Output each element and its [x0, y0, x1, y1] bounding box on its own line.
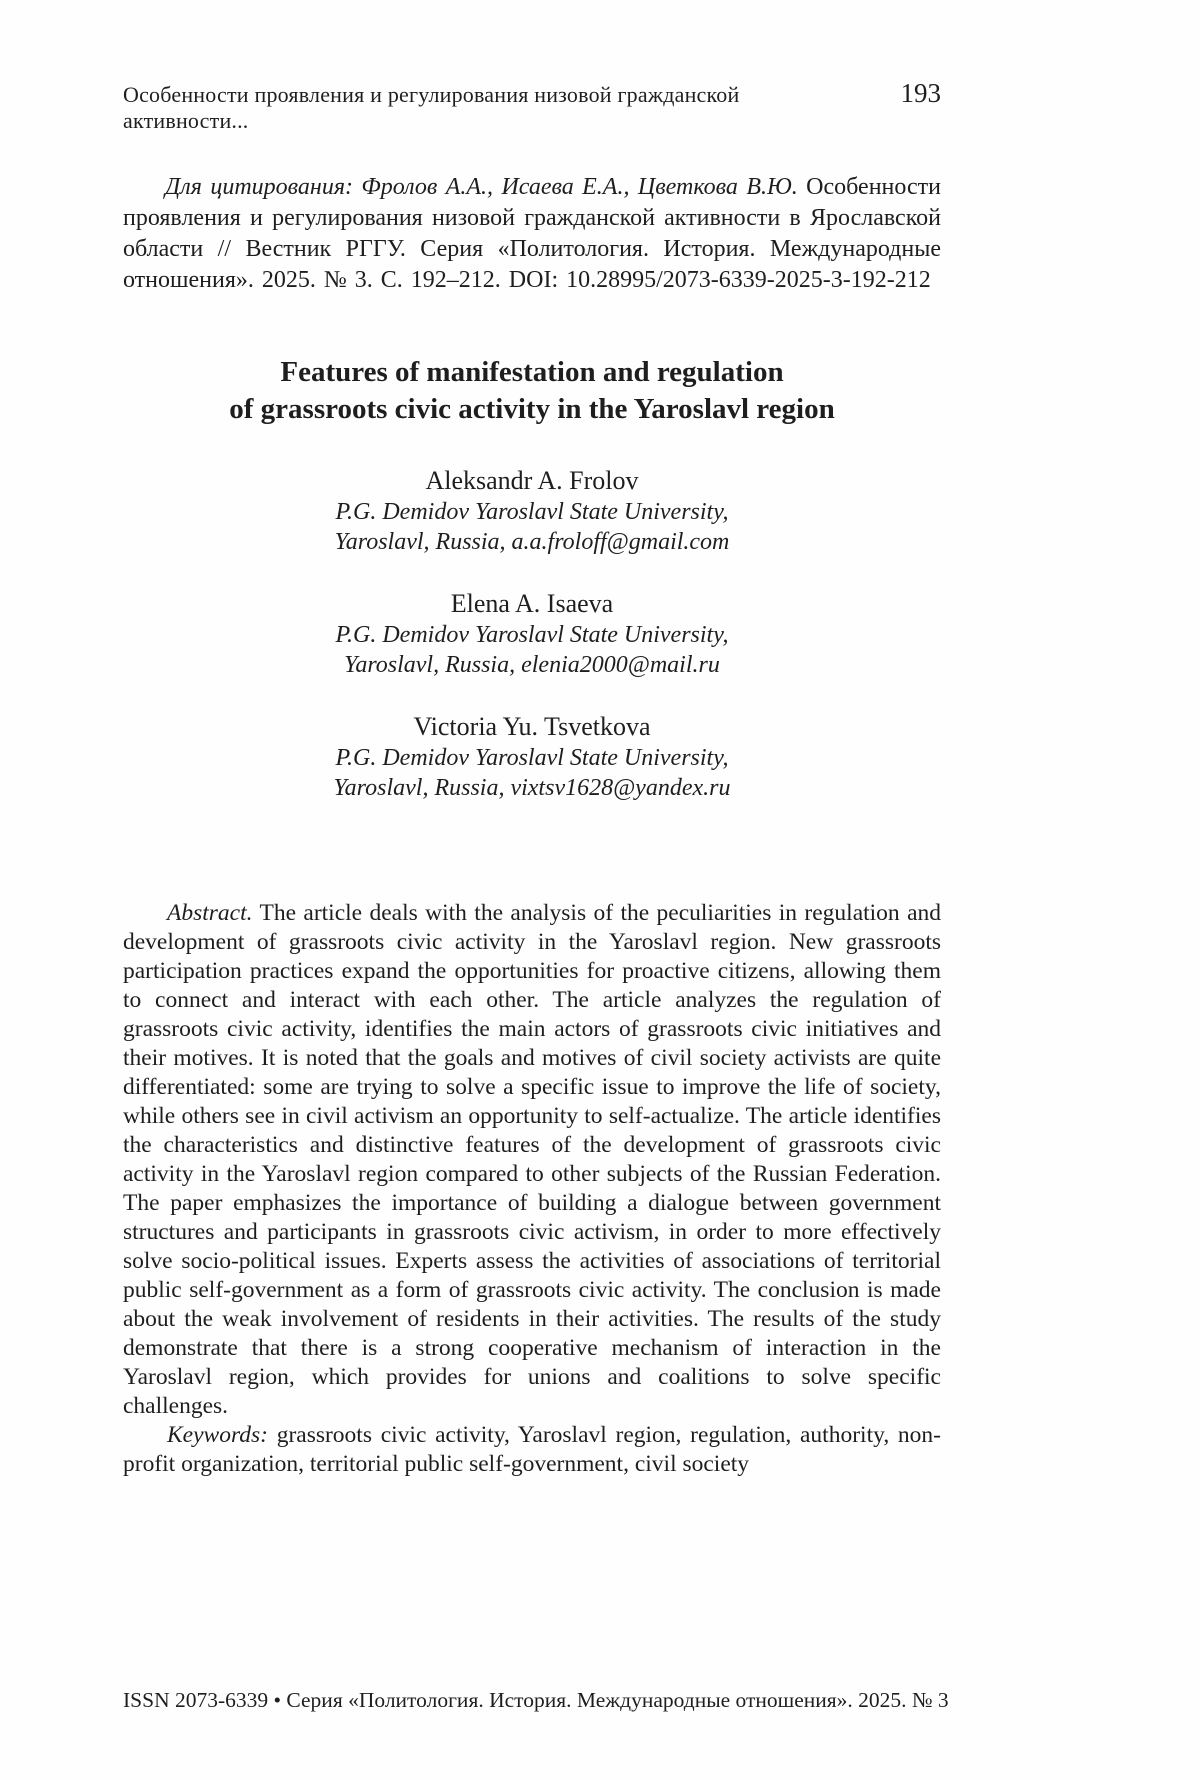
author-affiliation: P.G. Demidov Yaroslavl State University,: [335, 622, 729, 648]
abstract-text: The article deals with the analysis of the peculiarities in regulation and development of grassroots civic activity in the Yaroslavl region. New grassroots participation practices expand the opportunities for proactive citizens, allowing them to connect and interact with each other. The article analyzes the regulation of grassroots civic activity, identifies the main actors of grassroots civic initiatives and their motives. It is noted that the goals and motives of civil society activists are quite differentiated: some are trying to solve a specific issue to improve the life of society, while others see in civil activism an opportunity to self-actualize. The article identifies the characteristics and distinctive features of the development of grassroots civic activity in the Yaroslavl region compared to other subjects of the Russian Federation. The paper emphasizes the importance of building a dialogue between government structures and participants in grassroots civic activism, in order to more effectively solve socio-political issues. Experts assess the activities of associations of territorial public self-government as a form of grassroots civic activity. The conclusion is made about the weak involvement of residents in their activities. The results of the study demonstrate that there is a strong cooperative mechanism of interaction in the Yaroslavl region, which provides for unions and coalitions to solve specific challenges.: [123, 900, 941, 1419]
keywords-label: Keywords:: [167, 1422, 268, 1448]
page-number: 193: [900, 78, 941, 108]
keywords-paragraph: [123, 1421, 941, 1479]
author-block: [123, 587, 941, 680]
abstract-paragraph: [123, 899, 941, 1421]
citation-text: Особенности проявления и регулирования низовой гражданской активности в Ярославской области // Вестник РГГУ. Серия «Политология. История. Международные отношения». 2025. № 3. С. 192–212. DOI: 10.28995/2073-6339-2025-3-192-212: [123, 174, 941, 293]
running-header: [123, 78, 941, 134]
article-title: [123, 354, 941, 428]
running-header-title: Особенности проявления и регулирования низовой гражданской активности...: [123, 82, 740, 133]
abstract-label: Abstract.: [167, 900, 253, 926]
author-affiliation: P.G. Demidov Yaroslavl State University,: [335, 499, 729, 525]
author-block: [123, 710, 941, 803]
author-name: Elena A. Isaeva: [450, 589, 614, 618]
article-title-line1: Features of manifestation and regulation: [280, 356, 784, 388]
page-content: [123, 78, 941, 1479]
keywords-text: grassroots civic activity, Yaroslavl region, regulation, authority, non-profit organization, territorial public self-government, civil society: [123, 1422, 941, 1477]
author-affiliation: P.G. Demidov Yaroslavl State University,: [335, 745, 729, 771]
author-contact: Yaroslavl, Russia, elenia2000@mail.ru: [344, 652, 720, 678]
footer-issn-line: ISSN 2073-6339 • Серия «Политология. История. Международные отношения». 2025. № 3: [123, 1688, 949, 1712]
author-contact: Yaroslavl, Russia, vixtsv1628@yandex.ru: [333, 775, 731, 801]
article-title-line2: of grassroots civic activity in the Yaroslavl region: [229, 393, 835, 425]
author-name: Aleksandr A. Frolov: [425, 466, 639, 495]
author-name: Victoria Yu. Tsvetkova: [413, 712, 651, 741]
citation-label: Для цитирования: Фролов А.А., Исаева Е.А., Цветкова В.Ю.: [165, 174, 798, 200]
author-block: [123, 464, 941, 557]
author-contact: Yaroslavl, Russia, a.a.froloff@gmail.com: [334, 529, 730, 555]
citation-paragraph: [123, 172, 941, 296]
